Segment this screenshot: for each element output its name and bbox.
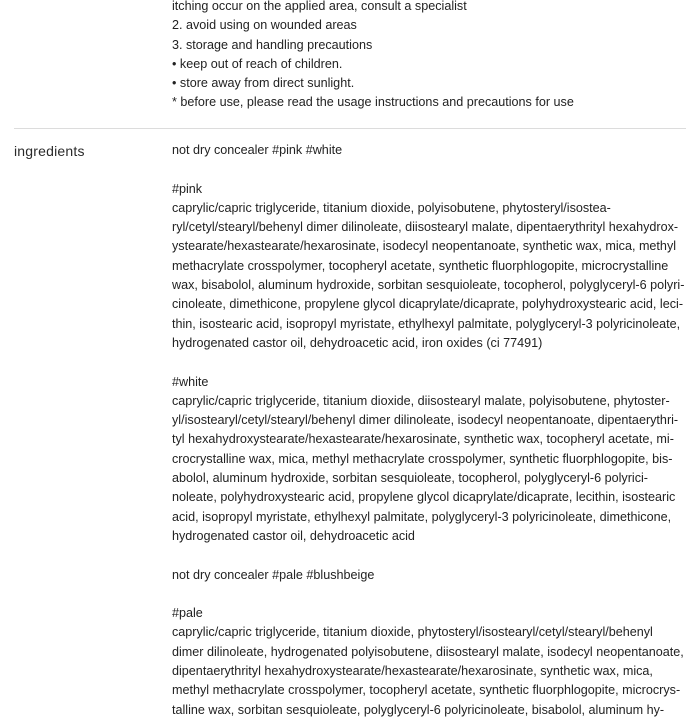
ingredient-line: acid, isopropyl myristate, ethylhexyl palmitate, polyglyceryl-3 polyricinoleate, dimethicone, <box>172 509 672 524</box>
paragraph-gap <box>172 546 688 565</box>
ingredient-line: crocrystalline wax, mica, methyl methacrylate crosspolymer, synthetic fluorphlogopite, bis- <box>172 451 673 466</box>
ingredient-line: cinoleate, dimethicone, propylene glycol dicaprylate/dicaprate, polyhydroxystearic acid, leci- <box>172 297 684 312</box>
precaution-line: 2. avoid using on wounded areas <box>172 18 357 33</box>
ingredient-line: noleate, polyhydroxystearic acid, propylene glycol dicaprylate/dicaprate, lecithin, isostearic <box>172 490 676 505</box>
ingredient-line: ystearate/hexastearate/hexarosinate, isodecyl neopentanoate, synthetic wax, mica, methyl <box>172 239 677 254</box>
ingredient-line: dipentaerythrityl hexahydroxystearate/hexastearate/hexarosinate, synthetic wax, mica, <box>172 664 653 679</box>
precaution-line: • keep out of reach of children. <box>172 56 343 71</box>
ingredient-line: dimer dilinoleate, hydrogenated polyisobutene, diisostearyl malate, isodecyl neopentanoate, <box>172 644 684 659</box>
ingredient-line: methacrylate crosspolymer, tocopheryl acetate, synthetic fluorphlogopite, microcrystalline <box>172 258 669 273</box>
ingredient-paragraph <box>172 373 688 547</box>
ingredient-line: thin, isostearic acid, isopropyl myristate, ethylhexyl palmitate, polyglyceryl-3 polyricinoleate, <box>172 316 681 331</box>
ingredient-line: talline wax, sorbitan sesquioleate, polyglyceryl-6 polyricinoleate, bisabolol, aluminum hy- <box>172 702 665 717</box>
ingredient-line: methyl methacrylate crosspolymer, tocopheryl acetate, synthetic fluorphlogopite, microcrys- <box>172 683 681 698</box>
ingredient-line: #pink <box>172 181 203 196</box>
ingredient-line: abolol, aluminum hydroxide, sorbitan sesquioleate, tocopherol, polyglyceryl-6 polyrici- <box>172 471 649 486</box>
ingredient-line: caprylic/capric triglyceride, titanium dioxide, phytosteryl/isostearyl/cetyl/stearyl/behenyl <box>172 625 653 640</box>
ingredient-line: tyl hexahydroxystearate/hexastearate/hexarosinate, synthetic wax, tocopheryl acetate, mi- <box>172 432 674 447</box>
section-divider <box>14 128 686 129</box>
ingredient-paragraph <box>172 141 688 160</box>
paragraph-gap <box>172 353 688 372</box>
ingredient-line: #pale <box>172 606 203 621</box>
precautions-text <box>172 0 692 113</box>
precaution-line: * before use, please read the usage instructions and precautions for use <box>172 95 574 110</box>
ingredients-heading: ingredients <box>14 143 85 159</box>
ingredient-paragraph <box>172 180 688 354</box>
ingredient-paragraph <box>172 566 688 585</box>
paragraph-gap <box>172 585 688 604</box>
precaution-line: 3. storage and handling precautions <box>172 37 373 52</box>
ingredient-line: not dry concealer #pale #blushbeige <box>172 567 375 582</box>
ingredient-line: caprylic/capric triglyceride, titanium dioxide, polyisobutene, phytosteryl/isostea- <box>172 200 611 215</box>
precaution-line: • store away from direct sunlight. <box>172 76 355 91</box>
ingredients-text <box>172 141 688 720</box>
ingredient-line: caprylic/capric triglyceride, titanium dioxide, diisostearyl malate, polyisobutene, phytoster- <box>172 393 670 408</box>
paragraph-gap <box>172 160 688 179</box>
ingredient-line: yl/isostearyl/cetyl/stearyl/behenyl dimer dilinoleate, isodecyl neopentanoate, dipentaerythri- <box>172 413 679 428</box>
ingredient-line: ryl/cetyl/stearyl/behenyl dimer dilinoleate, diisostearyl malate, dipentaerythrityl hexahydrox- <box>172 220 679 235</box>
ingredient-line: hydrogenated castor oil, dehydroacetic acid <box>172 528 415 543</box>
ingredient-line: hydrogenated castor oil, dehydroacetic acid, iron oxides (ci 77491) <box>172 335 543 350</box>
ingredient-line: not dry concealer #pink #white <box>172 143 343 157</box>
ingredient-paragraph <box>172 604 688 720</box>
precaution-line: itching occur on the applied area, consult a specialist <box>172 0 467 13</box>
ingredient-line: wax, bisabolol, aluminum hydroxide, sorbitan sesquioleate, tocopherol, polyglyceryl-6 polyri- <box>172 278 685 293</box>
ingredient-line: #white <box>172 374 209 389</box>
